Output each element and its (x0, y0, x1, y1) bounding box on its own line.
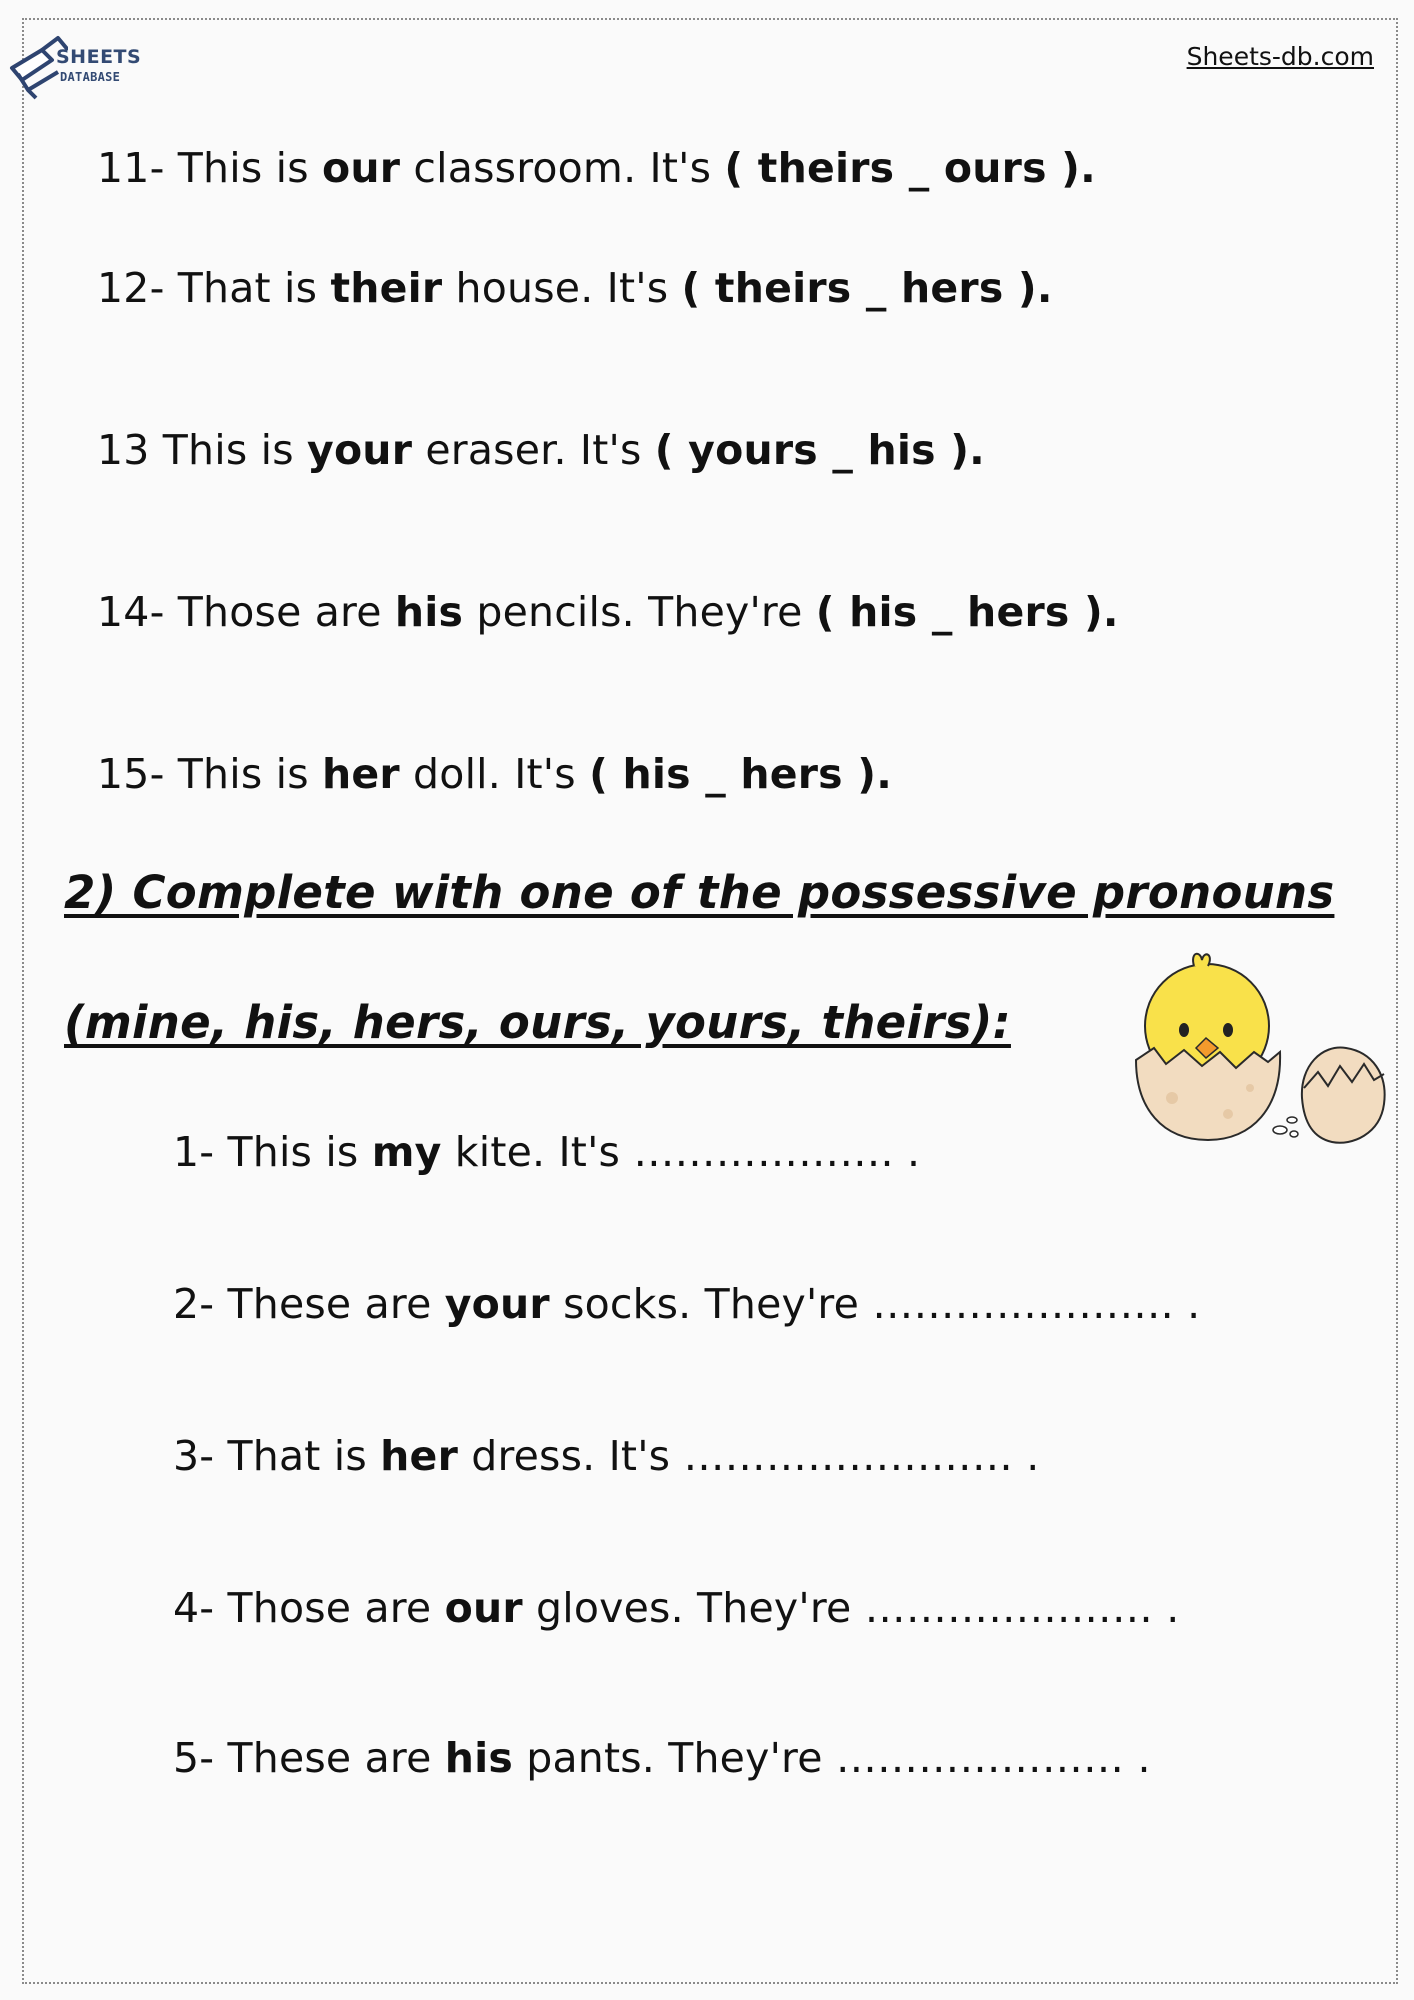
possessive-adjective: their (330, 264, 443, 312)
exercise-item-15 (97, 750, 892, 798)
item-middle: house. It's (442, 264, 682, 312)
item-middle: pants. They're (512, 1734, 836, 1782)
possessive-adjective: our (444, 1584, 523, 1632)
possessive-adjective: your (444, 1280, 550, 1328)
item-middle: classroom. It's (400, 144, 725, 192)
exercise-item-12 (97, 264, 1053, 312)
answer-blank[interactable]: …………………… . (683, 1432, 1040, 1480)
sheets-database-logo (8, 30, 148, 100)
section-heading-options: (mine, his, hers, ours, yours, theirs): (64, 996, 1011, 1049)
item-middle: kite. It's (441, 1128, 634, 1176)
possessive-adjective: our (322, 144, 401, 192)
possessive-adjective: his (444, 1734, 513, 1782)
item-start: 3- That is (173, 1432, 381, 1480)
possessive-adjective: her (322, 750, 400, 798)
item-middle: eraser. It's (412, 426, 655, 474)
answer-choices: ( his _ hers ). (589, 750, 892, 798)
fill-item-4 (173, 1584, 1180, 1632)
answer-choices: ( his _ hers ). (815, 588, 1119, 636)
exercise-item-13 (97, 426, 985, 474)
item-start: 2- These are (173, 1280, 445, 1328)
item-middle: gloves. They're (522, 1584, 865, 1632)
possessive-adjective: my (371, 1128, 442, 1176)
answer-blank[interactable]: …………………. . (872, 1280, 1201, 1328)
answer-choices: ( theirs _ ours ). (724, 144, 1096, 192)
possessive-adjective: your (307, 426, 413, 474)
item-start: 4- Those are (173, 1584, 445, 1632)
chick-in-egg-icon (1132, 948, 1402, 1158)
answer-choices: ( yours _ his ). (654, 426, 985, 474)
item-start: 5- These are (173, 1734, 445, 1782)
section-heading: 2) Complete with one of the possessive pronouns (64, 866, 1335, 919)
item-start: 13 This is (97, 426, 308, 474)
logo-text-database: DATABASE (60, 70, 121, 84)
fill-item-1 (173, 1128, 920, 1176)
fill-item-2 (173, 1280, 1200, 1328)
answer-blank[interactable]: ………………. . (633, 1128, 921, 1176)
item-middle: dress. It's (458, 1432, 684, 1480)
answer-blank[interactable]: ………………… . (864, 1584, 1180, 1632)
item-middle: pencils. They're (463, 588, 816, 636)
item-start: 14- Those are (97, 588, 395, 636)
fill-item-5 (173, 1734, 1151, 1782)
logo-text-sheets: SHEETS (56, 46, 142, 68)
item-start: 15- This is (97, 750, 322, 798)
exercise-item-11 (97, 144, 1096, 192)
item-start: 11- This is (97, 144, 322, 192)
answer-blank[interactable]: ………………… . (835, 1734, 1151, 1782)
item-middle: socks. They're (549, 1280, 873, 1328)
item-start: 12- That is (97, 264, 331, 312)
possessive-adjective: her (380, 1432, 458, 1480)
item-start: 1- This is (173, 1128, 372, 1176)
exercise-item-14 (97, 588, 1119, 636)
site-link[interactable]: Sheets-db.com (1186, 42, 1374, 71)
item-middle: doll. It's (399, 750, 590, 798)
possessive-adjective: his (394, 588, 464, 636)
answer-choices: ( theirs _ hers ). (681, 264, 1053, 312)
fill-item-3 (173, 1432, 1040, 1480)
